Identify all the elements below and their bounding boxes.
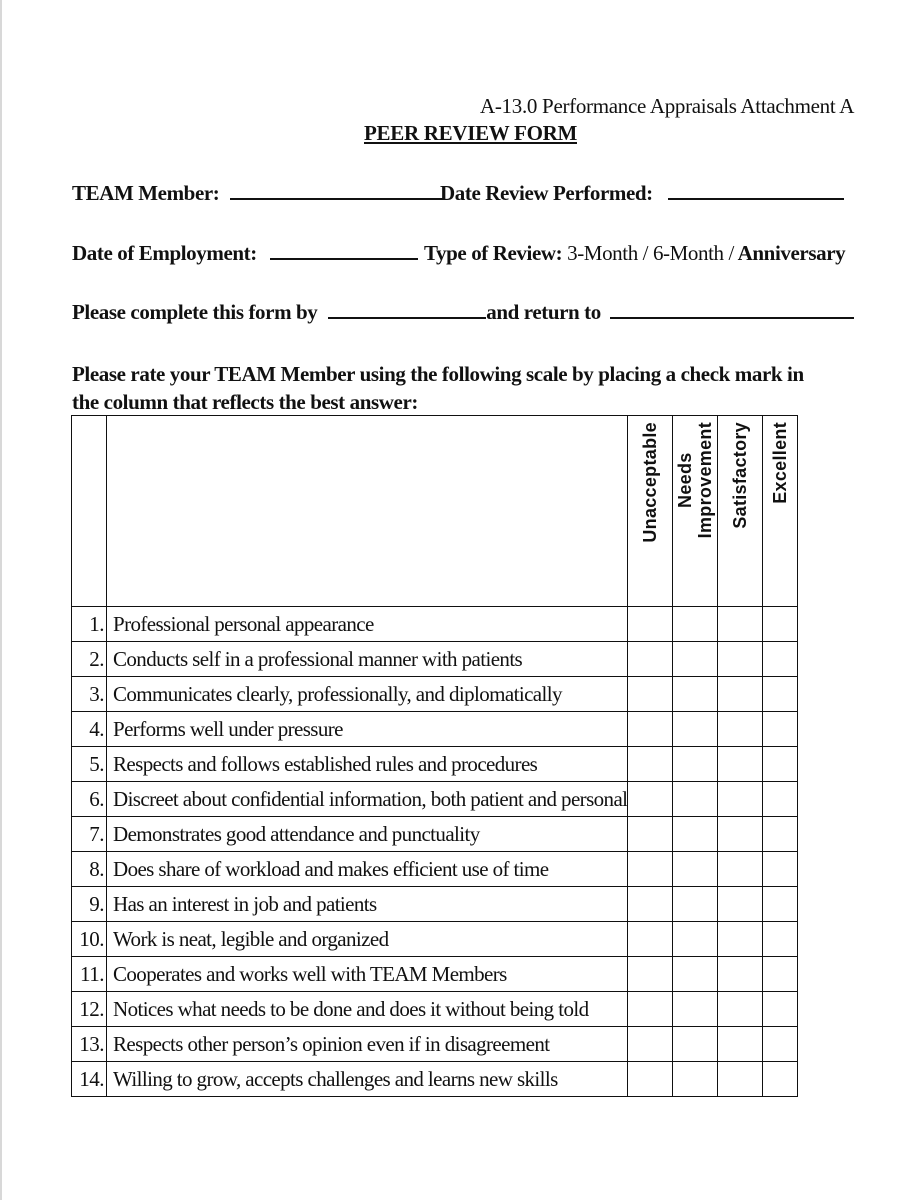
checkbox-needs-improvement[interactable] — [673, 677, 718, 712]
checkbox-satisfactory[interactable] — [718, 747, 763, 782]
checkbox-satisfactory[interactable] — [718, 817, 763, 852]
rating-items — [72, 607, 798, 1097]
checkbox-satisfactory[interactable] — [718, 642, 763, 677]
header-needs-improvement — [673, 416, 718, 607]
team-member-blank[interactable] — [230, 182, 444, 200]
checkbox-satisfactory[interactable] — [718, 607, 763, 642]
checkbox-needs-improvement[interactable] — [673, 992, 718, 1027]
rating-column-label: Improvement — [695, 422, 716, 539]
table-row — [72, 642, 798, 677]
rating-column-label: Excellent — [770, 422, 791, 504]
type-review-label: Type of Review: — [424, 241, 563, 265]
item-criterion: Respects other person’s opinion even if in disagreement — [107, 1027, 628, 1062]
item-number: 3. — [72, 677, 107, 712]
item-number: 6. — [72, 782, 107, 817]
checkbox-satisfactory[interactable] — [718, 1027, 763, 1062]
header-item-cell — [107, 416, 628, 607]
item-number: 9. — [72, 887, 107, 922]
checkbox-satisfactory[interactable] — [718, 852, 763, 887]
checkbox-unacceptable[interactable] — [628, 887, 673, 922]
checkbox-unacceptable[interactable] — [628, 817, 673, 852]
complete-by-blank[interactable] — [328, 301, 486, 319]
item-criterion: Does share of workload and makes efficient use of time — [107, 852, 628, 887]
return-to-label: and return to — [486, 300, 601, 324]
checkbox-needs-improvement[interactable] — [673, 817, 718, 852]
checkbox-satisfactory[interactable] — [718, 957, 763, 992]
table-row — [72, 992, 798, 1027]
checkbox-excellent[interactable] — [763, 852, 798, 887]
checkbox-needs-improvement[interactable] — [673, 922, 718, 957]
checkbox-satisfactory[interactable] — [718, 1062, 763, 1097]
checkbox-unacceptable[interactable] — [628, 642, 673, 677]
checkbox-unacceptable[interactable] — [628, 677, 673, 712]
checkbox-needs-improvement[interactable] — [673, 607, 718, 642]
table-row — [72, 1027, 798, 1062]
checkbox-unacceptable[interactable] — [628, 852, 673, 887]
checkbox-needs-improvement[interactable] — [673, 887, 718, 922]
type-review-options: 3-Month / 6-Month / — [567, 241, 734, 265]
checkbox-satisfactory[interactable] — [718, 782, 763, 817]
table-row — [72, 817, 798, 852]
checkbox-needs-improvement[interactable] — [673, 852, 718, 887]
checkbox-excellent[interactable] — [763, 782, 798, 817]
checkbox-unacceptable[interactable] — [628, 1027, 673, 1062]
checkbox-needs-improvement[interactable] — [673, 957, 718, 992]
table-row — [72, 677, 798, 712]
item-number: 11. — [72, 957, 107, 992]
checkbox-needs-improvement[interactable] — [673, 642, 718, 677]
item-criterion: Work is neat, legible and organized — [107, 922, 628, 957]
table-row — [72, 607, 798, 642]
item-number: 14. — [72, 1062, 107, 1097]
table-row — [72, 887, 798, 922]
item-criterion: Notices what needs to be done and does it without being told — [107, 992, 628, 1027]
checkbox-unacceptable[interactable] — [628, 747, 673, 782]
header-excellent — [763, 416, 798, 607]
checkbox-excellent[interactable] — [763, 712, 798, 747]
header-number-cell — [72, 416, 107, 607]
item-number: 5. — [72, 747, 107, 782]
checkbox-excellent[interactable] — [763, 817, 798, 852]
team-member-label: TEAM Member: — [72, 181, 220, 205]
checkbox-unacceptable[interactable] — [628, 782, 673, 817]
item-number: 12. — [72, 992, 107, 1027]
item-criterion: Performs well under pressure — [107, 712, 628, 747]
checkbox-excellent[interactable] — [763, 887, 798, 922]
date-employment-blank[interactable] — [270, 242, 418, 260]
checkbox-satisfactory[interactable] — [718, 992, 763, 1027]
item-criterion: Professional personal appearance — [107, 607, 628, 642]
checkbox-excellent[interactable] — [763, 957, 798, 992]
form-title: PEER REVIEW FORM — [364, 121, 577, 145]
checkbox-unacceptable[interactable] — [628, 712, 673, 747]
table-row — [72, 782, 798, 817]
rating-column-label: Needs — [675, 452, 696, 508]
item-criterion: Demonstrates good attendance and punctuality — [107, 817, 628, 852]
table-row — [72, 922, 798, 957]
checkbox-unacceptable[interactable] — [628, 922, 673, 957]
checkbox-unacceptable[interactable] — [628, 957, 673, 992]
date-review-label: Date Review Performed: — [440, 181, 653, 205]
table-row — [72, 957, 798, 992]
header-satisfactory — [718, 416, 763, 607]
item-number: 1. — [72, 607, 107, 642]
item-criterion: Cooperates and works well with TEAM Members — [107, 957, 628, 992]
checkbox-needs-improvement[interactable] — [673, 1027, 718, 1062]
rating-instruction: Please rate your TEAM Member using the following scale by placing a check mark in the column that reflects the best answer: — [72, 362, 804, 414]
item-criterion: Respects and follows established rules and procedures — [107, 747, 628, 782]
date-employment-label: Date of Employment: — [72, 241, 257, 265]
checkbox-satisfactory[interactable] — [718, 677, 763, 712]
rating-header-row — [72, 416, 798, 607]
checkbox-excellent[interactable] — [763, 642, 798, 677]
item-criterion: Conducts self in a professional manner with patients — [107, 642, 628, 677]
document-reference: A-13.0 Performance Appraisals Attachment A — [480, 94, 855, 118]
checkbox-excellent[interactable] — [763, 1027, 798, 1062]
item-criterion: Has an interest in job and patients — [107, 887, 628, 922]
item-criterion: Discreet about confidential information, both patient and personal — [107, 782, 628, 817]
item-number: 8. — [72, 852, 107, 887]
checkbox-excellent[interactable] — [763, 992, 798, 1027]
checkbox-excellent[interactable] — [763, 922, 798, 957]
rating-column-label: Satisfactory — [730, 422, 751, 529]
item-criterion: Willing to grow, accepts challenges and learns new skills — [107, 1062, 628, 1097]
checkbox-satisfactory[interactable] — [718, 712, 763, 747]
rating-column-label: Unacceptable — [640, 422, 661, 543]
type-review-row — [424, 241, 845, 266]
item-number: 4. — [72, 712, 107, 747]
checkbox-excellent[interactable] — [763, 677, 798, 712]
table-row — [72, 747, 798, 782]
item-number: 13. — [72, 1027, 107, 1062]
checkbox-satisfactory[interactable] — [718, 922, 763, 957]
item-number: 2. — [72, 642, 107, 677]
team-member-row — [72, 181, 444, 206]
table-row — [72, 712, 798, 747]
checkbox-unacceptable[interactable] — [628, 1062, 673, 1097]
date-review-row — [440, 181, 844, 206]
date-employment-row — [72, 241, 418, 266]
item-criterion: Communicates clearly, professionally, and diplomatically — [107, 677, 628, 712]
table-row — [72, 852, 798, 887]
checkbox-excellent[interactable] — [763, 747, 798, 782]
complete-by-label: Please complete this form by — [72, 300, 318, 324]
item-number: 7. — [72, 817, 107, 852]
checkbox-needs-improvement[interactable] — [673, 1062, 718, 1097]
return-to-blank[interactable] — [610, 301, 854, 319]
checkbox-unacceptable[interactable] — [628, 992, 673, 1027]
checkbox-unacceptable[interactable] — [628, 607, 673, 642]
date-review-blank[interactable] — [668, 182, 844, 200]
type-review-anniversary: Anniversary — [737, 241, 846, 265]
rating-table — [71, 415, 798, 1097]
header-unacceptable — [628, 416, 673, 607]
item-number: 10. — [72, 922, 107, 957]
checkbox-needs-improvement[interactable] — [673, 782, 718, 817]
checkbox-excellent[interactable] — [763, 1062, 798, 1097]
page-edge — [0, 0, 2, 1200]
checkbox-excellent[interactable] — [763, 607, 798, 642]
table-row — [72, 1062, 798, 1097]
complete-by-row — [72, 300, 854, 325]
checkbox-needs-improvement[interactable] — [673, 747, 718, 782]
checkbox-satisfactory[interactable] — [718, 887, 763, 922]
checkbox-needs-improvement[interactable] — [673, 712, 718, 747]
